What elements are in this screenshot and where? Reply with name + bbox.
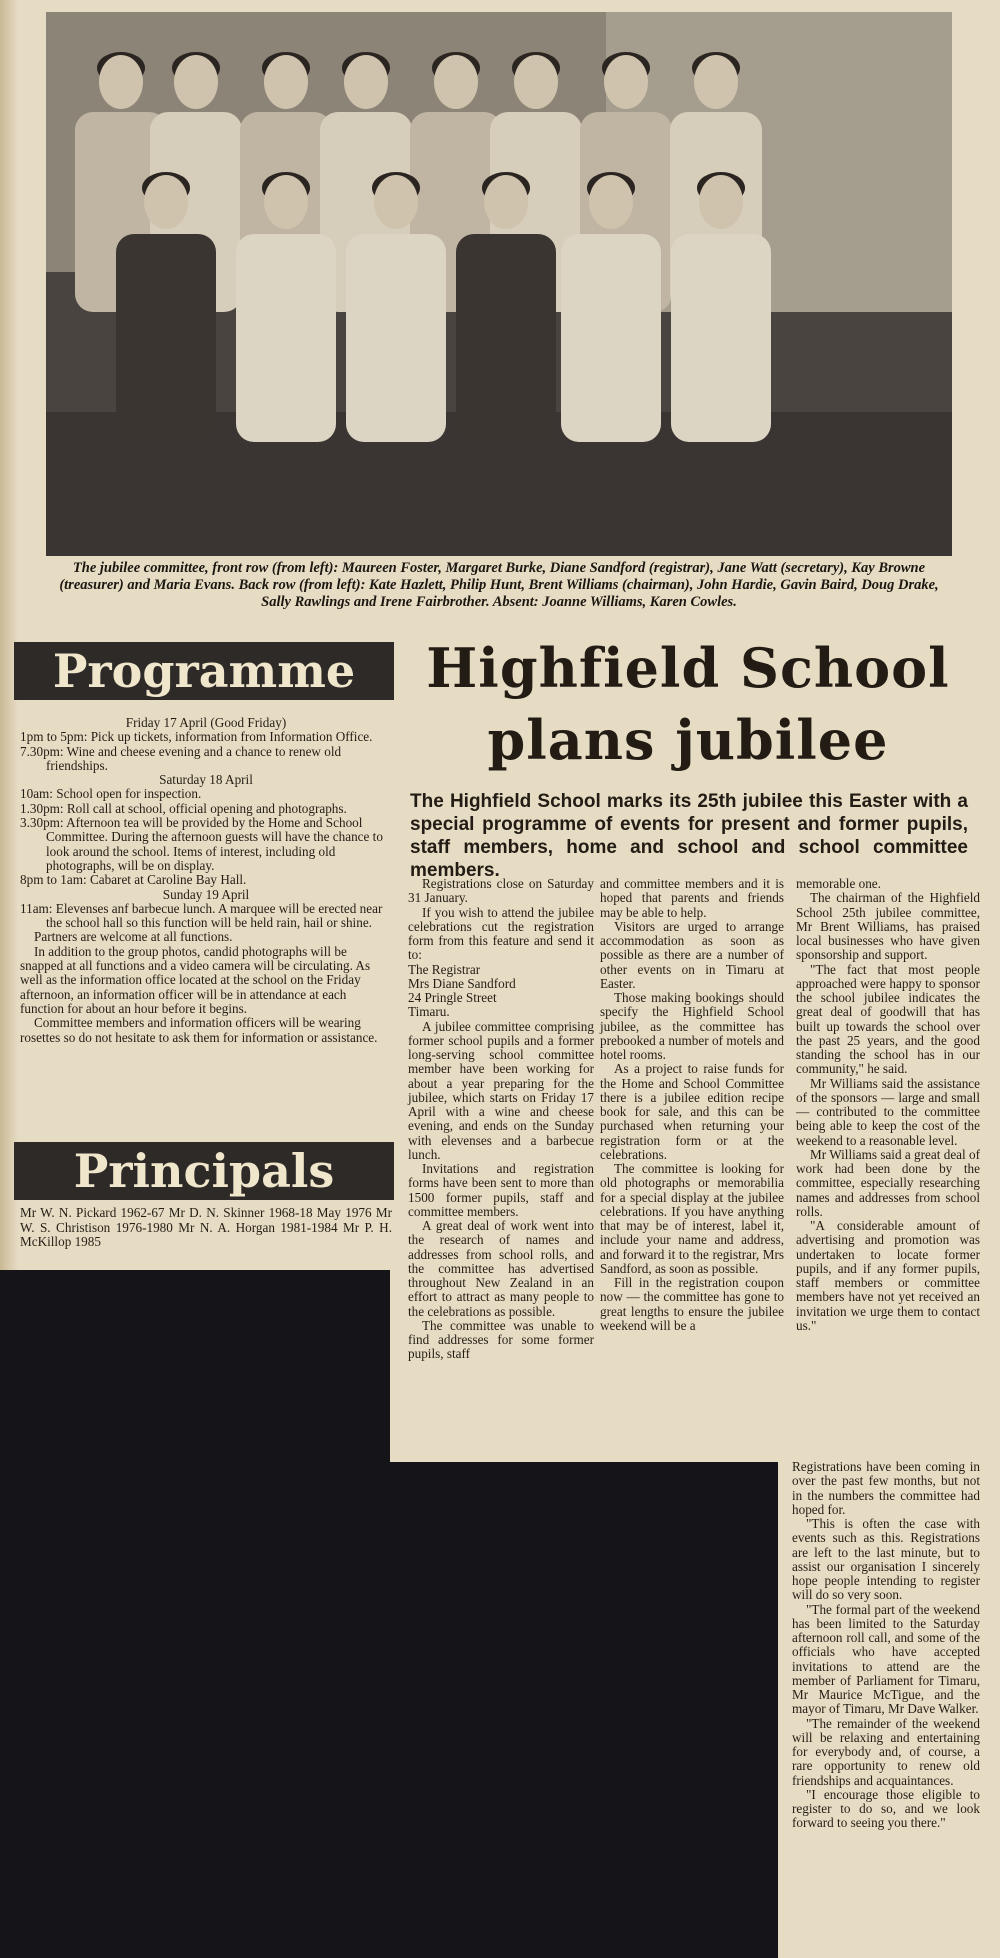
article-paragraph: memorable one. [796, 876, 881, 891]
article-standfirst: The Highfield School marks its 25th jubilee this Easter with a special programme of events for present and former pupils, staff members, home and school and school committee members. [410, 791, 968, 881]
programme-schedule [20, 716, 392, 1045]
article-paragraph: 24 Pringle Street [408, 990, 497, 1005]
article-paragraph: Registrations have been coming in over the past few months, but not in the numbers the committee had hoped for. [792, 1459, 980, 1517]
article-paragraph: The committee is looking for old photographs or memorabilia for a special display at the jubilee celebrations. If you have anything that may be of interest, label it, include your name and address, and forward it to the registrar, Mrs Sandford, as soon as possible. [600, 1161, 784, 1276]
paper-edge [0, 0, 18, 1270]
article-paragraph: Those making bookings should specify the Highfield School jubilee, as the committee has prebooked a number of motels and hotel rooms. [600, 990, 784, 1062]
article-paragraph: The chairman of the Highfield School 25th jubilee committee, Mr Brent Williams, has praised local businesses who have given sponsorship and support. [796, 890, 980, 963]
article-paragraph: "The fact that most people approached were happy to sponsor the school jubilee indicates the great deal of goodwill that has built up towards the school over the past 25 years, and the good standing the school has in our community," he said. [796, 961, 980, 1077]
article-paragraph: Timaru. [408, 1004, 450, 1020]
article-paragraph: Visitors are urged to arrange accommodation as soon as possible as there are a number of other events on in Timaru at Easter. [600, 918, 784, 991]
article-column-1 [408, 877, 594, 1362]
sunday-heading: Sunday 19 April [162, 886, 250, 902]
article-column-2 [600, 877, 784, 1333]
programme-item: 1pm to 5pm: Pick up tickets, information from Information Office. [20, 729, 373, 745]
friday-heading: Friday 17 April (Good Friday) [125, 715, 287, 730]
principals-heading: Principals [14, 1142, 394, 1200]
article-paragraph: Mr Williams said a great deal of work had been done by the committee, especially researching names and addresses from school rolls. [796, 1146, 980, 1219]
programme-heading: Programme [14, 642, 394, 700]
article-paragraph: As a project to raise funds for the Home and School Committee there is a jubilee edition recipe book for sale, and this can be purchased when returning your registration form or at the celebrations. [600, 1061, 784, 1162]
article-paragraph: Fill in the registration coupon now — the committee has gone to great lengths to ensure the jubilee weekend will be a [600, 1275, 784, 1333]
programme-note: Committee members and information officers will be wearing rosettes so do not hesitate to ask them for information or assistance. [20, 1015, 378, 1045]
programme-item: 8pm to 1am: Cabaret at Caroline Bay Hall. [20, 872, 247, 888]
article-paragraph: Registrations close on Saturday 31 January. [408, 876, 594, 906]
article-column-3-continued [792, 1460, 980, 1831]
article-headline: Highfield School plans jubilee [426, 636, 950, 772]
article-column-3 [796, 877, 980, 1333]
programme-note: In addition to the group photos, candid photographs will be snapped at all functions and a video camera will be circulating. As well as the information office located at the school on the Friday afternoon, an information officer will be in attendance at each function for about an hour before it begins. [20, 943, 371, 1016]
article-paragraph: Invitations and registration forms have been sent to more than 1500 former pupils, staff and committee members. [408, 1161, 594, 1219]
article-paragraph: If you wish to attend the jubilee celebrations cut the registration form from this feature and send it to: [408, 904, 594, 963]
committee-group-photo [46, 12, 952, 556]
article-paragraph: "I encourage those eligible to register to do so, and we look forward to seeing you there." [792, 1786, 980, 1831]
article-paragraph: "The formal part of the weekend has been limited to the Saturday afternoon roll call, and some of the officials who have accepted invitations to attend are the member of Parliament for Timaru, Mr Maurice McTigue, and the mayor of Timaru, Mr Dave Walker. [792, 1601, 980, 1717]
article-paragraph: The committee was unable to find addresses for some former pupils, staff [408, 1317, 594, 1362]
programme-item: 7.30pm: Wine and cheese evening and a chance to renew old friendships. [20, 743, 342, 773]
article-paragraph: and committee members and it is hoped that parents and friends may be able to help. [600, 876, 784, 920]
programme-item: 1.30pm: Roll call at school, official opening and photographs. [20, 800, 347, 816]
article-paragraph: A great deal of work went into the research of names and addresses from school rolls, and the committee has advertised throughout New Zealand in an effort to attract as many people to the celebrations as possible. [408, 1218, 594, 1319]
article-paragraph: "This is often the case with events such as this. Registrations are left to the last minute, but to assist our organisation I sincerely hope people intending to register will do so very soon. [792, 1516, 980, 1603]
article-paragraph: "The remainder of the weekend will be relaxing and entertaining for everybody and, of course, a rare opportunity to renew old friendships and acquaintances. [792, 1715, 980, 1788]
programme-item: 11am: Elevenses anf barbecue lunch. A marquee will be erected near the school hall so this function will be held rain, hail or shine. [20, 900, 383, 931]
article-paragraph: The Registrar [408, 961, 481, 977]
programme-item: 10am: School open for inspection. [20, 786, 202, 802]
programme-note: Partners are welcome at all functions. [34, 929, 233, 945]
photo-caption: The jubilee committee, front row (from left): Maureen Foster, Margaret Burke, Diane Sandford (registrar), Jane Watt (secretary), Kay Browne (treasurer) and Maria Evans. Back row (from left): Kate Hazlett, Philip Hunt, Brent Williams (chairman), John Hardie, Gavin Baird, Doug Drake, Sally Rawlings and Irene Fairbrother. Absent: Joanne Williams, Karen Cowles. [59, 560, 939, 610]
programme-item: 3.30pm: Afternoon tea will be provided by the Home and School Committee. During the afternoon guests will have the chance to look around the school. Items of interest, including old photographs, will be on display. [20, 815, 383, 873]
article-paragraph: Mr Williams said the assistance of the sponsors — large and small — contributed to the committee being able to keep the cost of the weekend to a reasonable level. [796, 1075, 980, 1148]
principals-list: Mr W. N. Pickard 1962-67 Mr D. N. Skinner 1968-18 May 1976 Mr W. S. Christison 1976-1980 Mr N. A. Horgan 1981-1984 Mr P. H. McKillop 1985 [20, 1205, 392, 1250]
article-paragraph: Mrs Diane Sandford [408, 975, 516, 991]
article-paragraph: "A considerable amount of advertising and promotion was undertaken to locate former pupils, and if any former pupils, staff members or committee members have not yet received an invitation we urge them to contact us." [796, 1218, 980, 1333]
saturday-heading: Saturday 18 April [159, 772, 253, 788]
article-paragraph: A jubilee committee comprising former school pupils and a former long-serving school committee member have been working for about a year preparing for the jubilee, which starts on Friday 17 April with a wine and cheese evening, and ends on the Sunday with elevenses and a barbecue lunch. [408, 1018, 594, 1162]
